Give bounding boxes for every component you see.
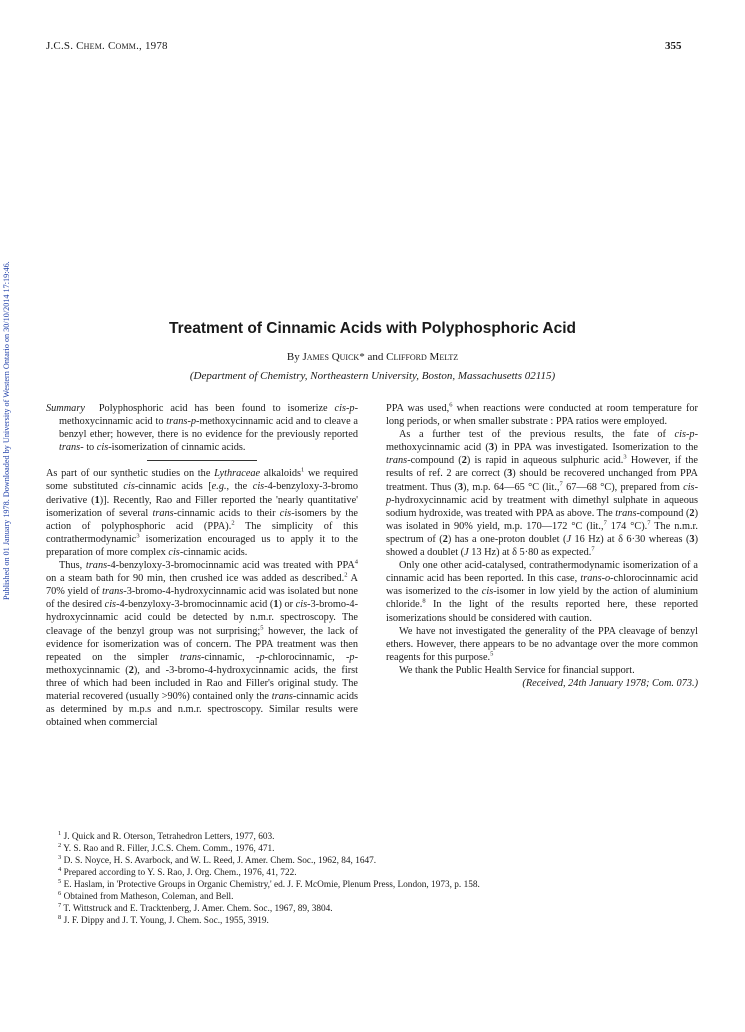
running-header xyxy=(46,40,168,52)
reference-item: $^1$ J. Quick and R. Oterson, Tetrahedron Letters, 1977, 603. xyxy=(58,829,275,842)
byline-and: and xyxy=(367,351,384,363)
received-date: (Received, 24th January 1978; Com. 073.) xyxy=(522,677,698,689)
byline-by: By xyxy=(286,351,300,363)
left-column xyxy=(46,402,358,729)
acknowledgement: We thank the Public Health Service for financial support. xyxy=(399,664,635,676)
reference-item: $^7$ T. Wittstruck and E. Tracktenberg, J. Amer. Chem. Soc., 1967, 89, 3804. xyxy=(58,901,333,914)
reference-item: $^8$ J. F. Dippy and J. T. Young, J. Chem. Soc., 1955, 3919. xyxy=(58,913,269,926)
body-paragraph-1: As part of our synthetic studies on the Lythraceae alkaloids$^1$ we required some substituted cis-cinnamic acids [e.g., the cis-4-benzyloxy-3-bromo derivative (1)]. Recently, Rao and Filler reported the 'nearly quantitative' isomerization of several trans-cinnamic acids to their cis-isomers by the action of polyphosphoric acid (PPA).$^2$ The simplicity of this contrathermodynamic$^3$ isomerization encouraged us to apply it to the preparation of more complex cis-cinnamic acids. xyxy=(46,466,359,558)
right-column xyxy=(386,402,698,690)
author-quick: James Quick* xyxy=(302,351,365,363)
body-paragraph-3: PPA was used,$^6$ when reactions were conducted at room temperature for long periods, or when smaller substrate : PPA ratios were employed. xyxy=(386,401,698,428)
author-meltz: Clifford Meltz xyxy=(386,351,459,363)
page-number: 355 xyxy=(665,40,682,52)
body-paragraph-6: We have not investigated the generality of the PPA cleavage of benzyl ethers. However, there appears to be no advantage over the more common reagents for this purpose.$^5$ xyxy=(386,625,698,663)
reference-item: $^6$ Obtained from Matheson, Coleman, and Bell. xyxy=(58,889,234,902)
byline xyxy=(0,351,745,363)
summary-divider xyxy=(147,460,257,461)
summary-label: Summary xyxy=(46,403,85,414)
summary-paragraph: Summary Polyphosphoric acid has been found to isomerize cis-p-methoxycinnamic acid to trans-p-methoxycinnamic acid and to cleave a benzyl ether; however, there is no evidence for the previously reported trans- to cis-isomerization of cinnamic acids. xyxy=(46,403,358,454)
reference-item: $^4$ Prepared according to Y. S. Rao, J. Org. Chem., 1976, 41, 722. xyxy=(58,865,297,878)
affiliation: (Department of Chemistry, Northeastern University, Boston, Massachusetts 02115) xyxy=(189,370,556,382)
reference-item: $^2$ Y. S. Rao and R. Filler, J.C.S. Chem. Comm., 1976, 471. xyxy=(58,841,275,854)
download-watermark: Published on 01 January 1978. Downloaded by University of Western Ontario on 30/10/2014 17:19:46. xyxy=(2,261,11,600)
reference-item: $^5$ E. Haslam, in 'Protective Groups in Organic Chemistry,' ed. J. F. McOmie, Plenum Press, London, 1973, p. 158. xyxy=(58,877,480,890)
reference-item: $^3$ D. S. Noyce, H. S. Avarbock, and W. L. Reed, J. Amer. Chem. Soc., 1962, 84, 1647. xyxy=(58,853,377,866)
body-paragraph-2: Thus, trans-4-benzyloxy-3-bromocinnamic acid was treated with PPA$^4$ on a steam bath for 90 min, then crushed ice was added as described.$^2$ A 70% yield of trans-3-bromo-4-hydroxycinnamic acid was isolated but none of the desired cis-4-benzyloxy-3-bromocinnamic acid (1) or cis-3-bromo-4-hydroxycinnamic acid could be detected by n.m.r. spectroscopy. The cleavage of the benzyl group was not surprising;$^5$ however, the lack of evidence for isomerization was of concern. The PPA treatment was then repeated on the simpler trans-cinnamic, -p-chlorocinnamic, -p-methoxycinnamic (2), and -3-bromo-4-hydroxycinnamic acids, the first three of which had been included in Rao and Filler's original study. The material recovered (usually >90%) contained only the trans-cinnamic acids as determined by m.p.s and n.m.r. spectroscopy. Similar results were obtained when commercial xyxy=(46,558,359,729)
body-paragraph-4: As a further test of the previous results, the fate of cis-p-methoxycinnamic acid (3) in PPA was investigated. Isomerization to the trans-compound (2) is rapid in aqueous sulphuric acid.$^3$ However, if the results of ref. 2 are correct (3) should be recovered unchanged from PPA treatment. Thus (3), m.p. 64—65 °C (lit.,$^7$ 67—68 °C), prepared from cis-p-hydroxycinnamic acid by treatment with dimethyl sulphate in aqueous sodium hydroxide, was treated with PPA as above. The trans-compound (2) was isolated in 90% yield, m.p. 170—172 °C (lit.,$^7$ 174 °C).$^7$ The n.m.r. spectrum of (2) has a one-proton doublet (J 16 Hz) at δ 6·30 whereas (3) showed a doublet (J 13 Hz) at δ 5·80 as expected.$^7$ xyxy=(386,429,699,559)
body-paragraph-5: Only one other acid-catalysed, contrathermodynamic isomerization of a cinnamic acid has been reported. In this case, trans-o-chlorocinnamic acid was isomerized to the cis-isomer in low yield by the action of aluminium chloride.$^8$ In the light of the results reported here, these reported isomerizations should be considered with caution. xyxy=(386,560,698,624)
article-title: Treatment of Cinnamic Acids with Polyphosphoric Acid xyxy=(168,320,577,337)
references-list xyxy=(58,831,698,927)
journal-name: J.C.S. Chem. Comm., 1978 xyxy=(46,40,168,52)
